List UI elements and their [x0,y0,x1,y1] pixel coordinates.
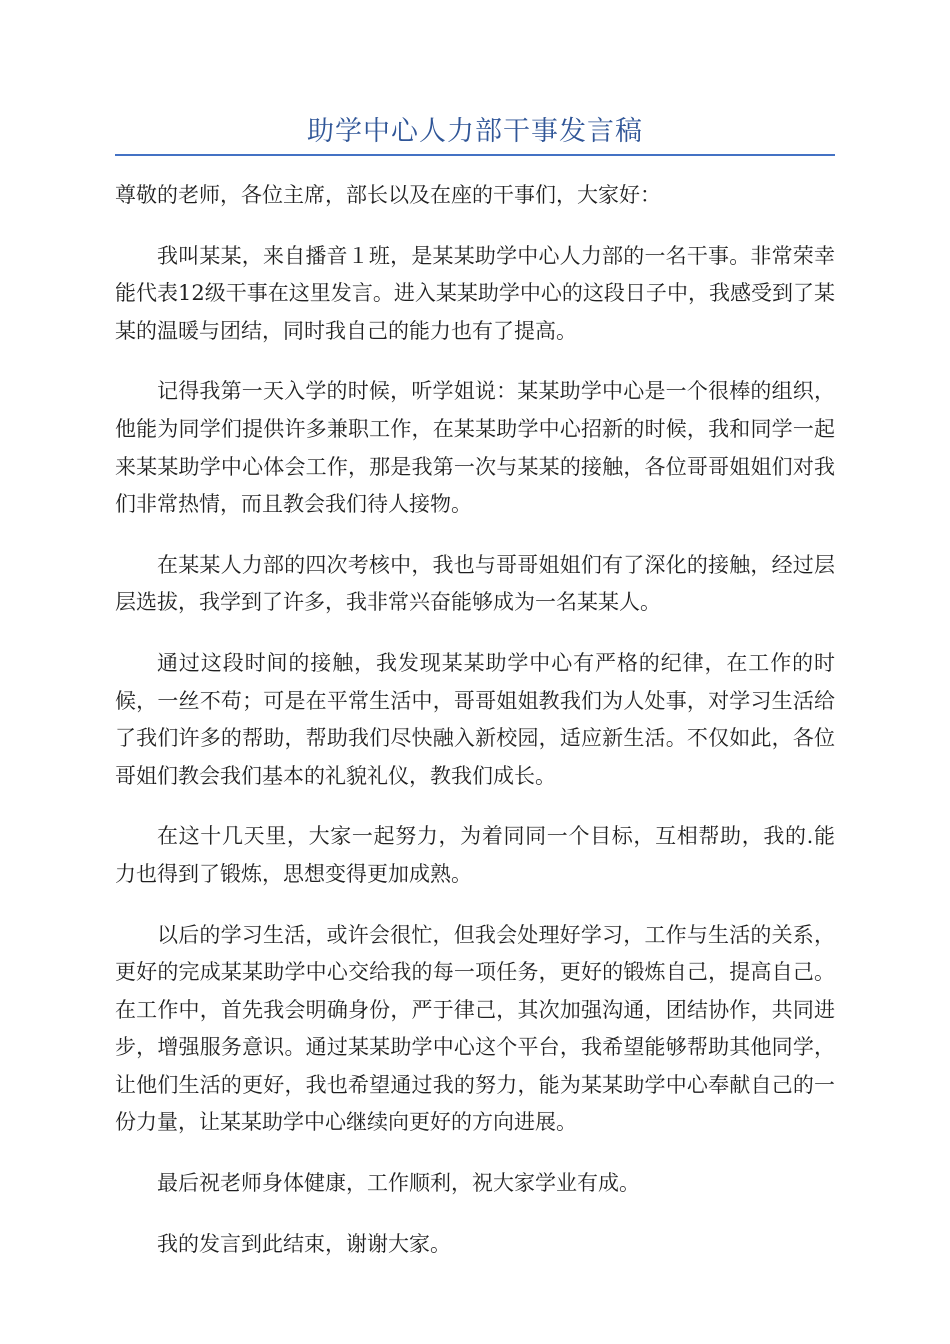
paragraph-introduction: 我叫某某，来自播音１班，是某某助学中心人力部的一名干事。非常荣幸能代表12级干事在这里发言。进入某某助学中心的这段日子中，我感受到了某某的温暖与团结，同时我自己的能力也有了提高。 [115,243,835,343]
paragraph-first-day: 记得我第一天入学的时候，听学姐说：某某助学中心是一个很棒的组织，他能为同学们提供许多兼职工作，在某某助学中心招新的时候，我和同学一起来某某助学中心体会工作，那是我第一次与某某的接触，各位哥哥姐姐们对我们非常热情，而且教会我们待人接物。 [115,379,835,517]
document-body [115,177,835,1286]
paragraph-salutation: 尊敬的老师，各位主席，部长以及在座的干事们，大家好： [115,183,661,207]
document-title: 助学中心人力部干事发言稿 [307,116,643,147]
paragraph-discipline: 通过这段时间的接触，我发现某某助学中心有严格的纪律，在工作的时候，一丝不苟；可是在平常生活中，哥哥姐姐教我们为人处事，对学习生活给了我们许多的帮助，帮助我们尽快融入新校园，适应新生活。不仅如此，各位哥姐们教会我们基本的礼貌礼仪，教我们成长。 [115,650,835,788]
paragraph-closing: 我的发言到此结束，谢谢大家。 [157,1231,451,1256]
paragraph-assessment: 在某某人力部的四次考核中，我也与哥哥姐姐们有了深化的接触，经过层层选拔，我学到了许多，我非常兴奋能够成为一名某某人。 [115,552,835,615]
paragraph-teamwork: 在这十几天里，大家一起努力，为着同同一个目标，互相帮助，我的.能力也得到了锻炼，思想变得更加成熟。 [115,824,835,886]
paragraph-future-plans: 以后的学习生活，或许会很忙，但我会处理好学习，工作与生活的关系，更好的完成某某助学中心交给我的每一项任务，更好的锻炼自己，提高自己。在工作中，首先我会明确身份，严于律己，其次加强沟通，团结协作，共同进步，增强服务意识。通过某某助学中心这个平台，我希望能够帮助其他同学，让他们生活的更好，我也希望通过我的努力，能为某某助学中心奉献自己的一份力量，让某某助学中心继续向更好的方向进展。 [115,922,835,1135]
title-underline [115,154,835,156]
paragraph-wishes: 最后祝老师身体健康，工作顺利，祝大家学业有成。 [157,1171,640,1196]
